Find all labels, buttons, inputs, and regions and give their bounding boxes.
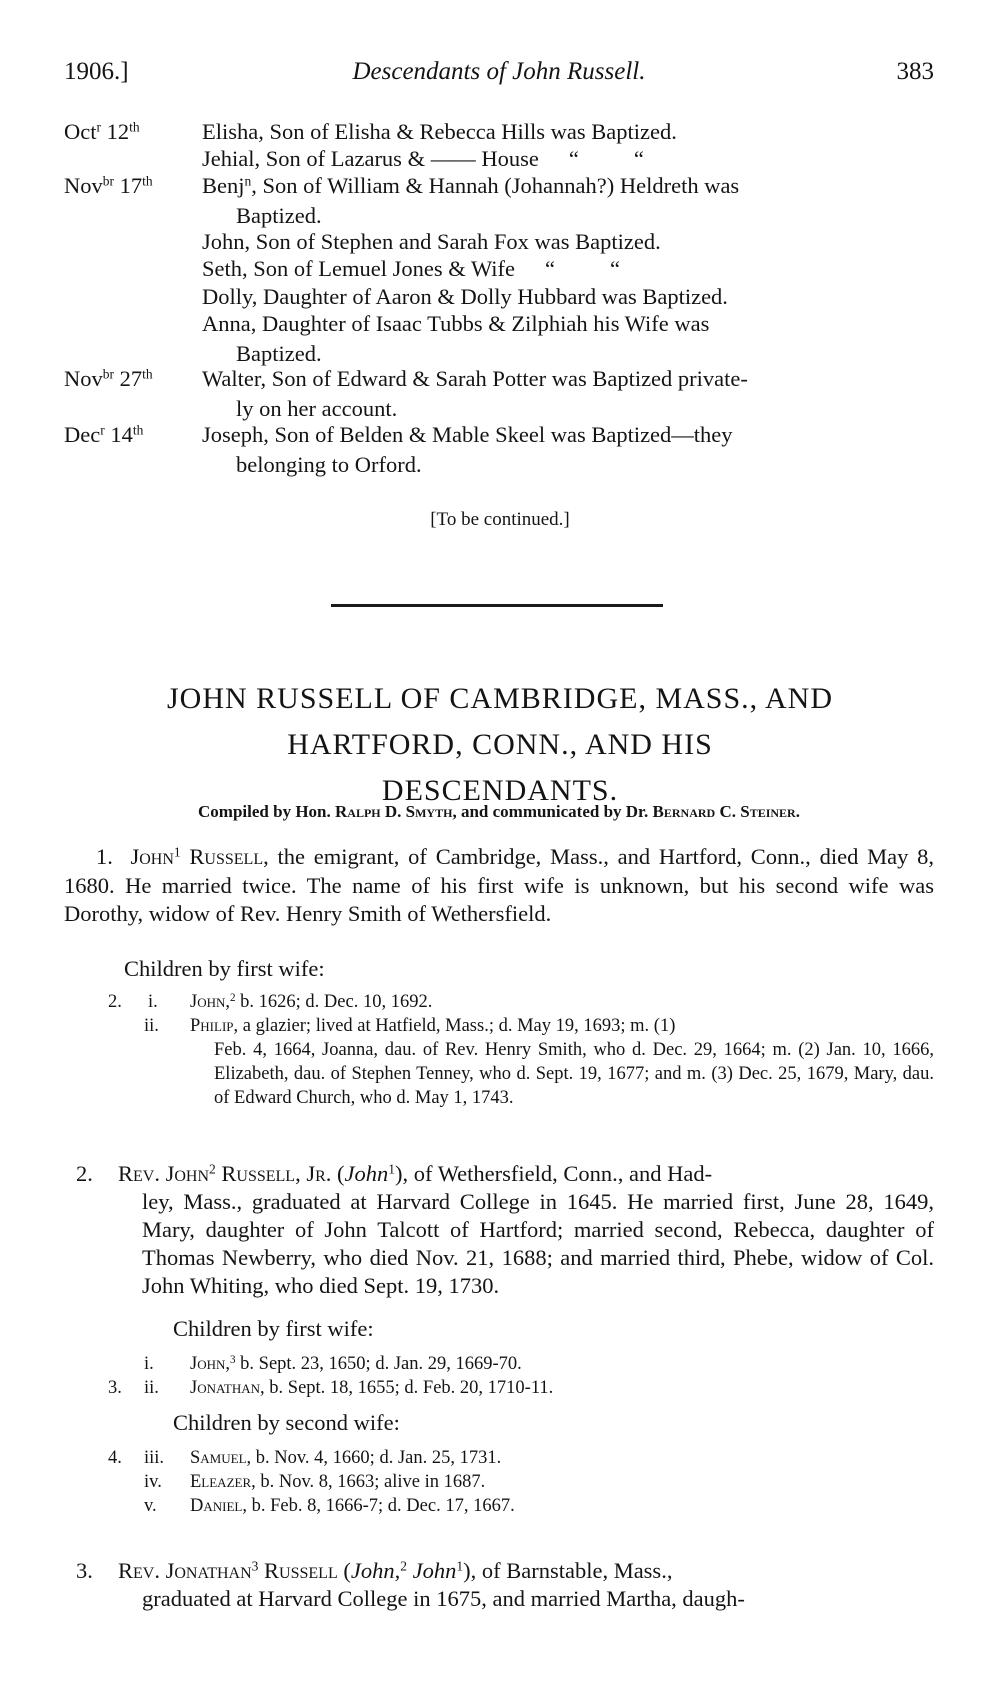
child-entry: ii. Philip, a glazier; lived at Hatfield, Mass.; d. May 19, 1693; m. (1) Feb. 4, 1664, Joanna, dau. of Rev. Henry Smith, who d. Dec. 29, 1664; m. (2) Jan. 10, 1666, Elizabeth, dau. of Stephen Tenney, who d. Sept. 19, 1677; and m. (3) Dec. 25, 1679, Mary, dau. of Edward Church, who d. May 1, 1743. [144, 1016, 934, 1108]
child-name: Daniel [190, 1496, 243, 1516]
article-title-line: HARTFORD, CONN., AND HIS [287, 728, 713, 761]
communicator-name: Bernard C. Steiner [652, 802, 796, 821]
article-title-line: DESCENDANTS. [381, 774, 619, 807]
entry-text: Jehial, Son of Lazarus & —— House “ “ [202, 146, 644, 171]
running-head-title: Descendants of John Russell. [352, 58, 646, 85]
article-title [60, 676, 940, 814]
entry-text: Joseph, Son of Belden & Mable Skeel was Baptized—they belonging to Orford. [202, 422, 733, 477]
child-name: Jonathan [190, 1378, 261, 1398]
article-title-line: JOHN RUSSELL OF CAMBRIDGE, MASS., AND [167, 682, 833, 715]
person-surname: Russell [189, 844, 264, 869]
entry-text: Dolly, Daughter of Aaron & Dolly Hubbard was Baptized. [202, 284, 728, 309]
entry-date: Oct$^r$ 12th [64, 119, 140, 144]
entry-date: Nov$^{br}$ 17th [64, 173, 153, 198]
child-entry: 3. ii. Jonathan, b. Sept. 18, 1655; d. Feb. 20, 1710-11. [108, 1378, 554, 1398]
entry-date: Dec$^r$ 14th [64, 422, 144, 447]
child-entry: 4. iii. Samuel, b. Nov. 4, 1660; d. Jan. 25, 1731. [108, 1448, 502, 1468]
person-surname: Russell, Jr. [221, 1161, 332, 1186]
child-entry: iv. Eleazer, b. Nov. 8, 1663; alive in 1687. [144, 1472, 486, 1492]
entry-text: Walter, Son of Edward & Sarah Potter was Baptized private- ly on her account. [202, 366, 748, 421]
children-list [64, 1446, 934, 1518]
running-head [64, 58, 934, 98]
child-name: John, [190, 992, 230, 1012]
children-heading: Children by second wife: [173, 1410, 400, 1435]
entry-text: John, Son of Stephen and Sarah Fox was Baptized. [202, 229, 661, 254]
running-head-year: 1906.] [64, 58, 129, 85]
child-entry: 2. i. John,$^2$ b. 1626; d. Dec. 10, 1692. [108, 991, 433, 1012]
child-entry: v. Daniel, b. Feb. 8, 1666-7; d. Dec. 17, 1667. [144, 1496, 515, 1516]
genealogy-entry-2: 2. Rev. John$^2$ Russell, Jr. (John$^1$), of Wethersfield, Conn., and Had- ley, Mass., graduated at Harvard College in 1645. He married first, June 28, 1649, Mary, daughter of John Talcott of Hartford; married second, Rebecca, daughter of Thomas Newberry, who died Nov. 21, 1688; and married third, Phebe, widow of Col. John Whiting, who died Sept. 19, 1730. [76, 1161, 934, 1298]
children-heading: Children by first wife: [173, 1316, 374, 1341]
children-list [64, 990, 934, 1110]
entry-text: Elisha, Son of Elisha & Rebecca Hills was Baptized. [202, 119, 677, 144]
children-list [64, 1352, 934, 1400]
entry-date: Nov$^{br}$ 27th [64, 366, 153, 391]
entry-text: Benj$^n$, Son of William & Hannah (Johannah?) Heldreth was Baptized. [202, 173, 740, 228]
person-name: Rev. Jonathan [118, 1558, 252, 1583]
child-name: Philip [190, 1016, 234, 1036]
child-name: John, [190, 1354, 230, 1374]
person-surname: Russell [264, 1558, 338, 1583]
entry-text: Anna, Daughter of Isaac Tubbs & Zilphiah his Wife was Baptized. [202, 311, 710, 366]
child-name: Eleazer [190, 1472, 252, 1492]
children-heading: Children by first wife: [124, 956, 325, 981]
person-name: John [130, 844, 174, 869]
child-entry: i. John,$^3$ b. Sept. 23, 1650; d. Jan. 29, 1669-70. [144, 1353, 522, 1374]
article-byline: Compiled by Hon. Ralph D. Smyth, and communicated by Dr. Bernard C. Steiner. [198, 802, 800, 821]
person-name: Rev. John [118, 1161, 210, 1186]
genealogy-entry-1: 1. John$^1$ Russell, the emigrant, of Cambridge, Mass., and Hartford, Conn., died May 8, 1680. He married twice. The name of his first wife is unknown, but his second wife was Dorothy, widow of Rev. Henry Smith of Wethersfield. [64, 844, 935, 926]
page-number: 383 [896, 58, 934, 85]
entry-text: Seth, Son of Lemuel Jones & Wife “ “ [202, 256, 621, 281]
to-be-continued-note: [To be continued.] [430, 509, 570, 530]
section-divider-rule [331, 604, 663, 607]
genealogy-entry-3: 3. Rev. Jonathan$^3$ Russell (John,$^2$ John$^1$), of Barnstable, Mass., graduated at Harvard College in 1675, and married Martha, daugh- [76, 1558, 745, 1611]
compiler-name: Ralph D. Smyth [335, 802, 453, 821]
child-name: Samuel [190, 1448, 247, 1468]
